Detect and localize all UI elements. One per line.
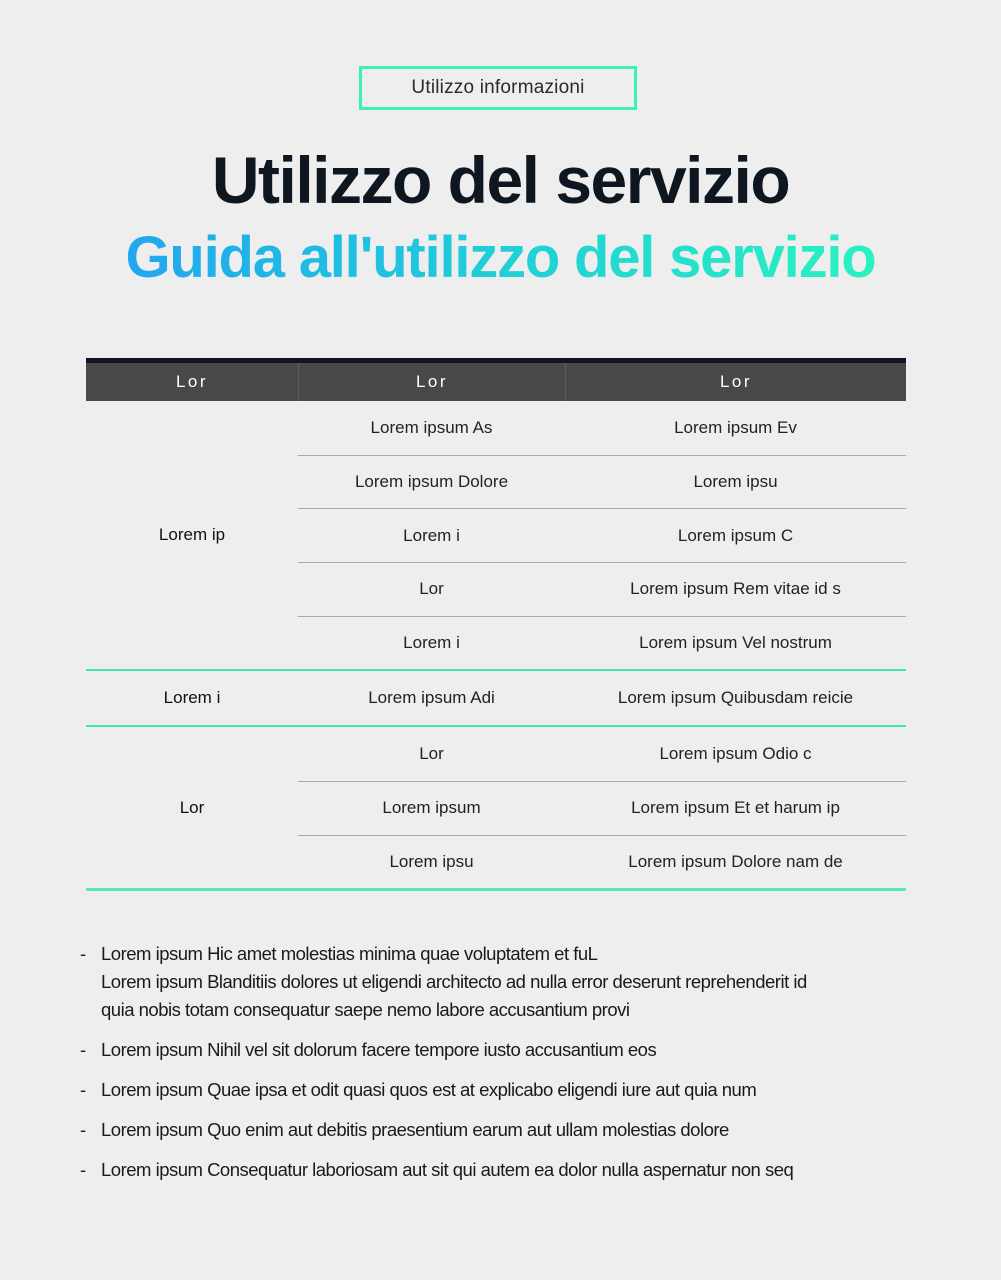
list-item: [80, 1076, 880, 1104]
table-row: [298, 727, 906, 781]
table-row: [298, 835, 906, 889]
table-cell: Lorem ipsum C: [677, 525, 794, 545]
table-cell: Lorem ipsum As: [370, 417, 493, 437]
table-cell: Lorem ipsu: [693, 472, 778, 492]
table-row: [298, 616, 906, 670]
table-group: [86, 401, 906, 669]
table-row: [298, 455, 906, 509]
page-title: Utilizzo del servizio: [211, 143, 790, 217]
note-line: - Lorem ipsum Quo enim aut debitis praesentium earum aut ullam molestias dolore: [101, 1119, 729, 1140]
column-header: Lor: [298, 363, 565, 401]
note-line: - Lorem ipsum Consequatur laboriosam aut sit qui autem ea dolor nulla aspernatur non seq: [101, 1159, 794, 1180]
table-cell: Lorem ipsum Rem vitae id s: [630, 579, 841, 599]
note-line: - Lorem ipsum Quae ipsa et odit quasi quos est at explicabo eligendi iure aut quia num: [101, 1079, 757, 1100]
table-cell: Lorem ipsum Dolore nam de: [628, 851, 843, 871]
table-cell: Lor: [419, 579, 444, 599]
table-group: [86, 725, 906, 891]
page-subtitle: [0, 220, 1001, 296]
notes-list: [80, 940, 880, 1196]
table-cell: Lorem ipsu: [389, 851, 474, 871]
table-cell: Lorem ipsum Ev: [674, 417, 797, 437]
table-row: [298, 781, 906, 835]
note-line: Lorem ipsum Blanditiis dolores ut eligendi architecto ad nulla error deserunt reprehenderit id: [101, 971, 807, 992]
usage-table: [86, 358, 906, 891]
list-item: [80, 1116, 880, 1144]
table-group: [86, 669, 906, 725]
table-row: [298, 508, 906, 562]
group-rows: [298, 725, 906, 888]
section-tag: Utilizzo informazioni: [359, 66, 637, 110]
list-item: [80, 1156, 880, 1184]
column-header: Lor: [565, 363, 906, 401]
group-rows: [298, 401, 906, 669]
table-cell: Lorem ipsum Et et harum ip: [631, 798, 840, 818]
group-label: Lorem i: [163, 688, 221, 708]
group-label: Lor: [179, 797, 205, 817]
table-row: [298, 671, 906, 725]
table-cell: Lor: [419, 743, 444, 763]
table-cell: Lorem i: [403, 525, 460, 545]
subtitle-text: Guida all'utilizzo del servizio: [125, 225, 876, 290]
table-cell: Lorem ipsum Odio c: [659, 743, 812, 763]
list-item: [80, 940, 880, 1024]
table-cell: Lorem ipsum Dolore: [354, 472, 509, 492]
table-cell: Lorem ipsum Vel nostrum: [639, 633, 832, 653]
group-rows: [298, 669, 906, 725]
note-line: - Lorem ipsum Nihil vel sit dolorum facere tempore iusto accusantium eos: [101, 1039, 657, 1060]
table-cell: Lorem i: [403, 633, 460, 653]
table-row: [298, 562, 906, 616]
group-label: Lorem ip: [158, 525, 226, 545]
table-cell: Lorem ipsum: [382, 798, 481, 818]
table-cell: Lorem ipsum Quibusdam reicie: [617, 688, 854, 708]
list-item: [80, 1036, 880, 1064]
table-cell: Lorem ipsum Adi: [368, 688, 495, 708]
note-line: - Lorem ipsum Hic amet molestias minima quae voluptatem et fuL: [101, 943, 598, 964]
table-row: [298, 401, 906, 455]
table-header: [86, 358, 906, 401]
note-line: quia nobis totam consequatur saepe nemo labore accusantium provi: [101, 999, 630, 1020]
column-header: Lor: [175, 372, 209, 391]
